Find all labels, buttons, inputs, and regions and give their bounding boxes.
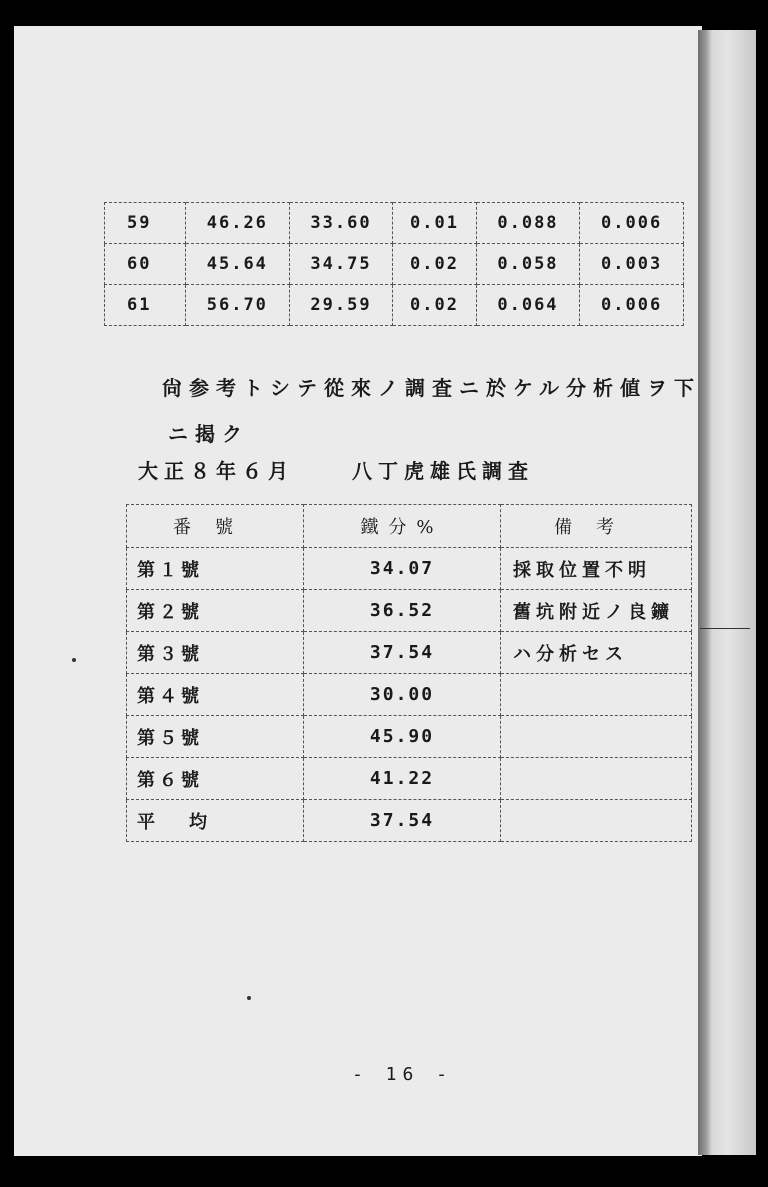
remark [501, 716, 692, 758]
header-iron: 鐵分% [304, 505, 501, 548]
header-number: 番號 [127, 505, 304, 548]
table-cell: 61 [105, 285, 186, 326]
iron-value: 30.00 [304, 674, 501, 716]
sample-number: 第５號 [127, 716, 304, 758]
table-cell: 0.02 [393, 244, 476, 285]
remark [501, 758, 692, 800]
paragraph-line-1: 尙参考トシテ從來ノ調査ニ於ケル分析値ヲ下 [162, 376, 701, 400]
average-value: 37.54 [304, 800, 501, 842]
table-cell: 33.60 [289, 203, 393, 244]
paragraph-line-2: ニ揭ク [168, 422, 249, 446]
table-row [105, 203, 684, 244]
iron-value: 45.90 [304, 716, 501, 758]
sample-number: 第４號 [127, 674, 304, 716]
table-row [127, 716, 692, 758]
table-row [127, 674, 692, 716]
table-cell: 0.058 [476, 244, 580, 285]
sample-number: 第１號 [127, 548, 304, 590]
table-cell: 0.088 [476, 203, 580, 244]
remark: 採取位置不明 [501, 548, 692, 590]
survey-author: 八丁虎雄氏調査 [352, 459, 534, 483]
table-cell: 45.64 [186, 244, 290, 285]
table-row [127, 800, 692, 842]
sample-number: 第２號 [127, 590, 304, 632]
edge-mark [700, 628, 750, 629]
iron-value: 34.07 [304, 548, 501, 590]
table-row [105, 285, 684, 326]
sample-number: 第６號 [127, 758, 304, 800]
table-row [127, 590, 692, 632]
average-label: 平均 [127, 800, 304, 842]
iron-content-table [126, 504, 692, 842]
survey-date: 大正８年６月 [138, 459, 294, 483]
remark [501, 674, 692, 716]
table-cell: 0.01 [393, 203, 476, 244]
sample-number: 第３號 [127, 632, 304, 674]
remark: ハ分析セス [501, 632, 692, 674]
table-cell: 0.006 [580, 203, 684, 244]
table-row [105, 244, 684, 285]
table-cell: 56.70 [186, 285, 290, 326]
page-edge [698, 30, 756, 1155]
table-cell: 34.75 [289, 244, 393, 285]
table-row [127, 632, 692, 674]
table-cell: 0.064 [476, 285, 580, 326]
table-row [127, 758, 692, 800]
remark: 舊坑附近ノ良鑛 [501, 590, 692, 632]
remark [501, 800, 692, 842]
table-cell: 29.59 [289, 285, 393, 326]
table-cell: 0.003 [580, 244, 684, 285]
table-header-row [127, 505, 692, 548]
iron-value: 37.54 [304, 632, 501, 674]
speck [247, 996, 251, 1000]
table-cell: 59 [105, 203, 186, 244]
page-number: - 16 - [352, 1064, 454, 1085]
iron-value: 36.52 [304, 590, 501, 632]
table-row [127, 548, 692, 590]
iron-value: 41.22 [304, 758, 501, 800]
analysis-table-continued [104, 202, 684, 326]
table-cell: 0.02 [393, 285, 476, 326]
speck [72, 658, 76, 662]
table-cell: 0.006 [580, 285, 684, 326]
header-remarks: 備考 [501, 505, 692, 548]
table-cell: 60 [105, 244, 186, 285]
table-cell: 46.26 [186, 203, 290, 244]
